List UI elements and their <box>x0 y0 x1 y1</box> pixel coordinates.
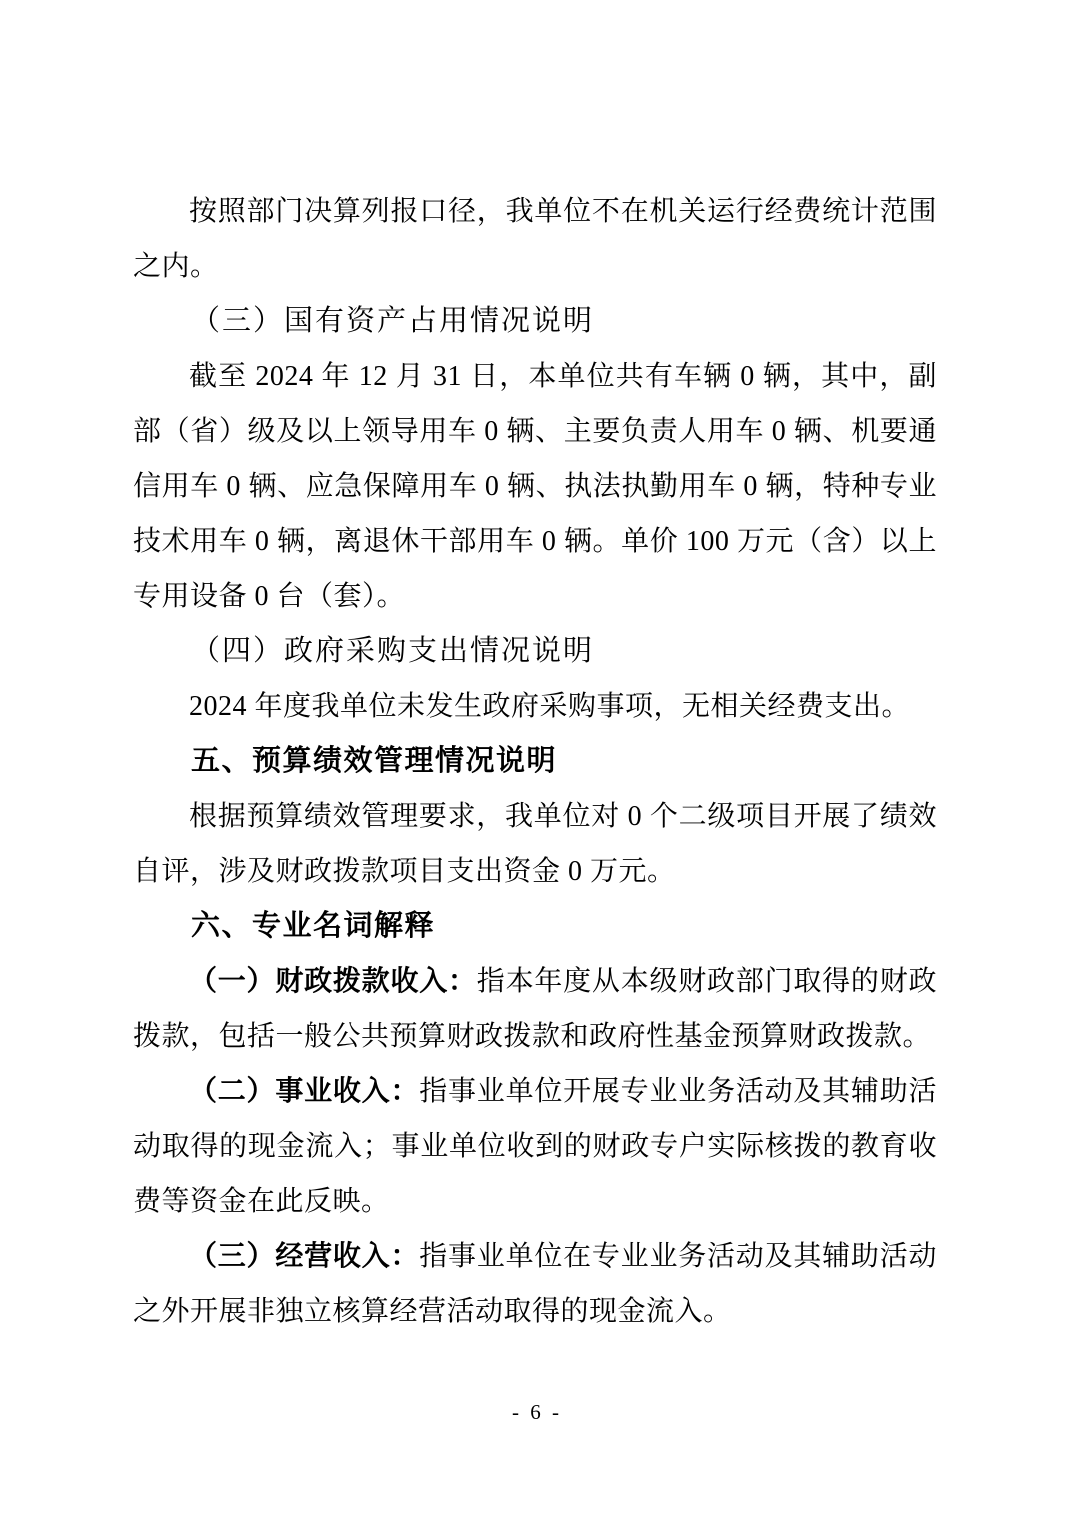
paragraph-state-assets: 截至 2024 年 12 月 31 日，本单位共有车辆 0 辆，其中，副部（省）级及以上领导用车 0 辆、主要负责人用车 0 辆、机要通信用车 0 辆、应急保障用车 0 辆、执法执勤用车 0 辆，特种专业技术用车 0 辆，离退休干部用车 0 辆。单价 100 万元（含）以上专用设备 0 台（套）。 <box>133 361 937 612</box>
glossary-term-label: （一）财政拨款收入： <box>189 966 477 997</box>
glossary-term-definition: 指事业单位开展专业业务活动及其辅助活动取得的现金流入；事业单位收到的财政专户实际核拨的教育收费等资金在此反映。 <box>133 1076 937 1217</box>
glossary-term-label: （二）事业收入： <box>189 1076 420 1107</box>
glossary-term-label: （三）经营收入： <box>189 1241 420 1272</box>
heading-budget-performance: 五、预算绩效管理情况说明 <box>191 745 558 777</box>
glossary-term-fiscal-appropriation <box>133 954 937 1064</box>
page-number: - 6 - <box>512 1400 562 1424</box>
paragraph-admin-expense-scope: 按照部门决算列报口径，我单位不在机关运行经费统计范围之内。 <box>133 196 937 282</box>
glossary-term-definition: 指事业单位在专业业务活动及其辅助活动之外开展非独立核算经营活动取得的现金流入。 <box>133 1241 937 1327</box>
heading-state-assets: （三）国有资产占用情况说明 <box>191 305 595 337</box>
paragraph-gov-procurement: 2024 年度我单位未发生政府采购事项，无相关经费支出。 <box>189 691 911 722</box>
glossary-term-definition: 指本年度从本级财政部门取得的财政拨款，包括一般公共预算财政拨款和政府性基金预算财政拨款。 <box>133 966 937 1052</box>
heading-gov-procurement: （四）政府采购支出情况说明 <box>191 635 595 667</box>
glossary-term-business-income <box>133 1229 937 1339</box>
heading-glossary: 六、专业名词解释 <box>191 910 436 942</box>
document-body <box>133 184 937 1339</box>
glossary-term-operating-income <box>133 1064 937 1229</box>
paragraph-budget-performance: 根据预算绩效管理要求，我单位对 0 个二级项目开展了绩效自评，涉及财政拨款项目支出资金 0 万元。 <box>133 801 937 887</box>
